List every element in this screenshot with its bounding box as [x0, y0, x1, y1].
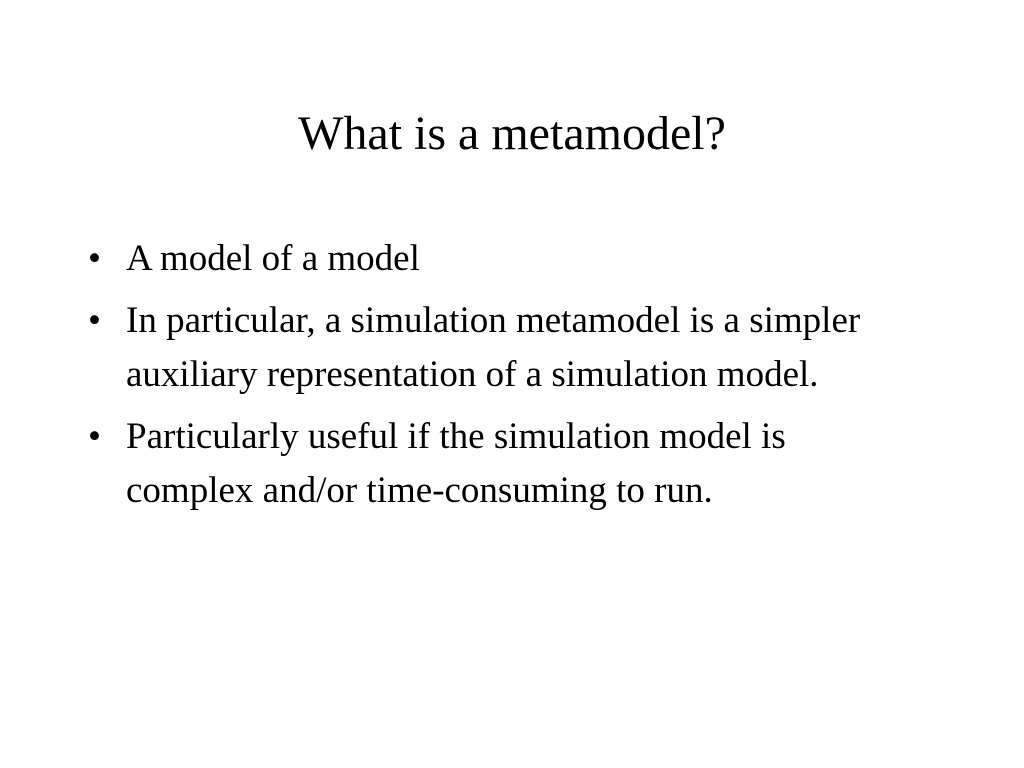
bullet-icon: • [88, 300, 101, 341]
bullet-list [88, 232, 918, 526]
bullet-text: In particular, a simulation metamodel is a simpler auxiliary representation of a simulation model. [126, 300, 861, 395]
bullet-text: A model of a model [126, 238, 420, 279]
bullet-item [88, 294, 918, 402]
bullet-item [88, 232, 918, 286]
slide-title: What is a metamodel? [298, 107, 726, 160]
bullet-icon: • [88, 416, 101, 457]
bullet-text: Particularly useful if the simulation model is complex and/or time-consuming to run. [126, 416, 786, 511]
bullet-icon: • [88, 238, 101, 279]
bullet-item [88, 410, 918, 518]
